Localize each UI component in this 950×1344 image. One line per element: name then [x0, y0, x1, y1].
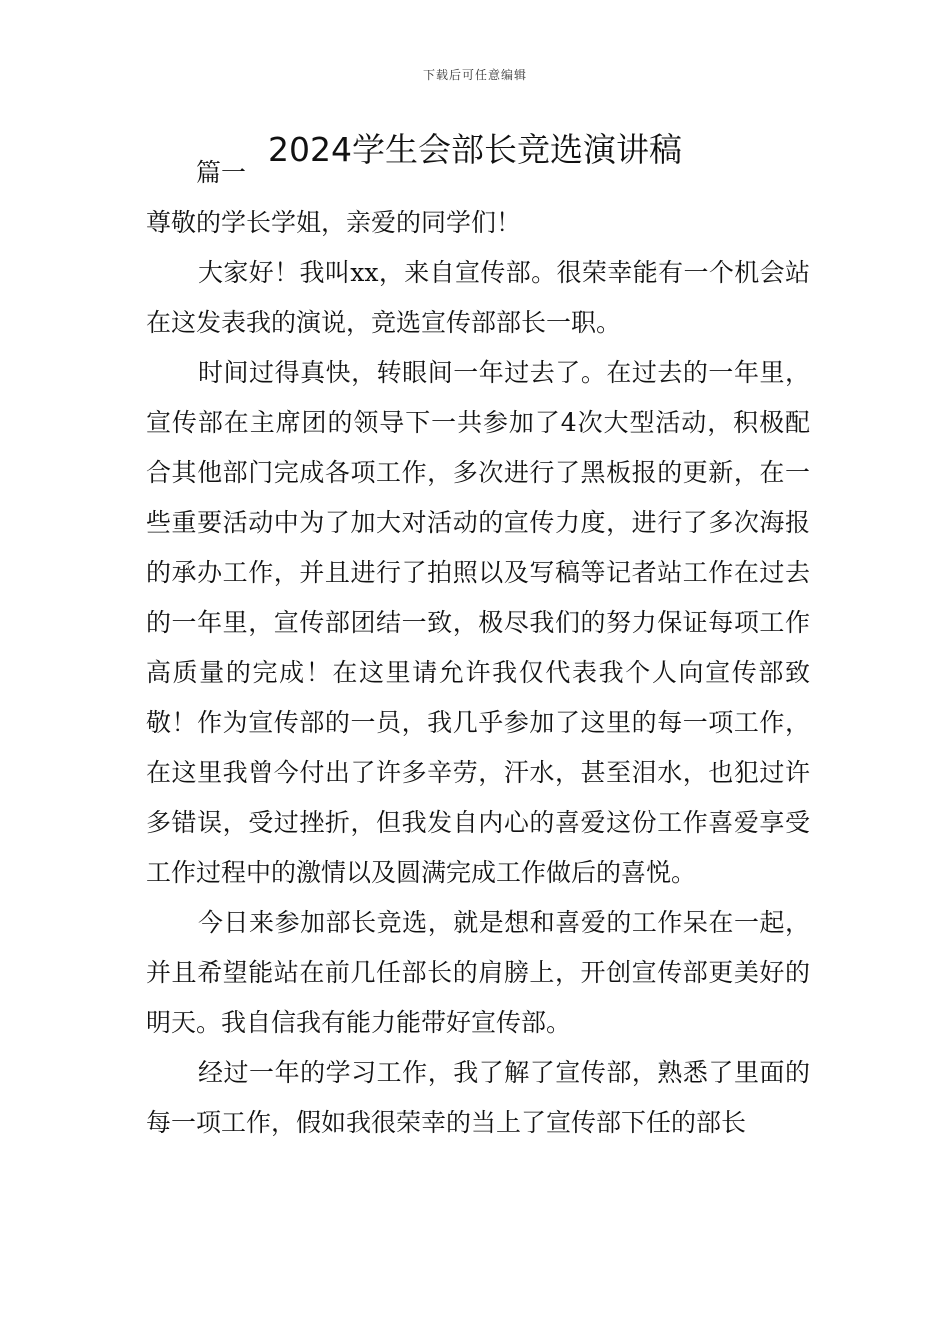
header-note: 下载后可任意编辑 [422, 68, 527, 82]
document-title: 2024学生会部长竞选演讲稿 [268, 130, 682, 169]
greeting: 尊敬的学长学姐，亲爱的同学们！ [146, 208, 522, 237]
paragraph-4: 经过一年的学习工作，我了解了宣传部，熟悉了里面的每一项工作，假如我很荣幸的当上了宣传部下任的部长 [146, 1058, 810, 1137]
section-label: 篇一 [196, 158, 247, 187]
paragraph-1: 大家好！我叫xx，来自宣传部。很荣幸能有一个机会站在这发表我的演说，竞选宣传部部长一职。 [146, 258, 810, 337]
document-body [146, 148, 810, 1148]
paragraph-3: 今日来参加部长竞选，就是想和喜爱的工作呆在一起，并且希望能站在前几任部长的肩膀上，开创宣传部更美好的明天。我自信我有能力能带好宣传部。 [146, 908, 810, 1037]
paragraph-2: 时间过得真快，转眼间一年过去了。在过去的一年里，宣传部在主席团的领导下一共参加了4次大型活动，积极配合其他部门完成各项工作，多次进行了黑板报的更新，在一些重要活动中为了加大对活动的宣传力度，进行了多次海报的承办工作，并且进行了拍照以及写稿等记者站工作在过去的一年里，宣传部团结一致，极尽我们的努力保证每项工作高质量的完成！在这里请允许我仅代表我个人向宣传部致敬！作为宣传部的一员，我几乎参加了这里的每一项工作，在这里我曾今付出了许多辛劳，汗水，甚至泪水，也犯过许多错误，受过挫折，但我发自内心的喜爱这份工作喜爱享受工作过程中的激情以及圆满完成工作做后的喜悦。 [146, 358, 810, 887]
